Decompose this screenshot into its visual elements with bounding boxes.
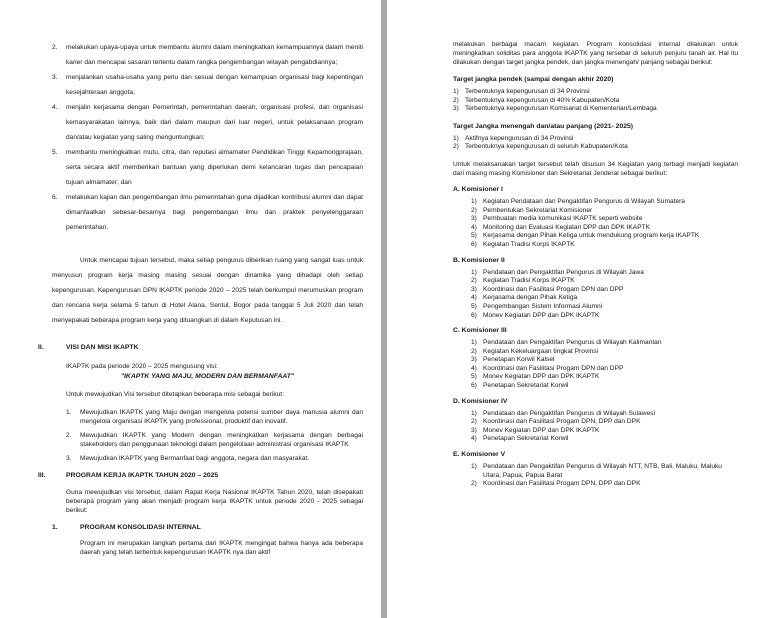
list-number: 3) (471, 285, 477, 293)
list-number: 6) (471, 311, 477, 319)
list-number: 2. (66, 432, 72, 439)
list-number: 5) (471, 373, 477, 381)
list-number: 2) (471, 277, 477, 285)
commissioner-activity-list (453, 269, 738, 321)
mission-intro: Untuk mewujudkan Visi tersebut ditetapkan beberapa misi sebagai berikut: (66, 391, 284, 398)
list-text: Penetapan Sekretariat Korwil (483, 382, 569, 390)
list-number: 5. (52, 149, 58, 156)
list-item (453, 241, 738, 250)
mission-list (52, 408, 363, 463)
list-item (453, 143, 738, 152)
list-text: membantu meningkatkan mutu, citra, dan reputasi almamater Pendidikan Tinggi Kepamongprajaan, serta secara aktif memberikan bantuan yang diperlukan demi kelancaran tugas dan pencapaian tujuan almamater; dan (66, 149, 363, 186)
list-text: Kerjasama dengan Pihak Ketiga untuk mendukung program kerja IKAPTK (483, 232, 700, 240)
list-text: Terbentuknya kepengurusan di 40% Kabupaten/Kota (465, 96, 620, 104)
short-term-target-title: Target jangka pendek (sampai dengan akhir 2020) (453, 76, 614, 83)
list-text: Koordinasi dan Fasilitasi Progam DPN dan DPP (483, 285, 624, 293)
list-text: Mewujudkan IKAPTK yang Maju dengan mengelola potensi sumber daya manusia alumni dan mengelola organisasi IKAPTK yang professional, produktif dan inovatif. (80, 409, 363, 425)
list-text: Monev Kegiatan DPP dan DPK IKAPTK (483, 373, 600, 381)
program-intro: Guna mewujudkan visi tersebut, dalam Rapat Kerja Nasional IKAPTK Tahun 2020, telah disepakati beberapa program yang akan menjadi program kerja IKAPTK untuk periode 2020 - 2025 sebagai berikut: (66, 489, 363, 514)
list-item (453, 97, 738, 106)
list-number: 2) (453, 96, 459, 104)
list-number: 1) (471, 339, 477, 347)
objectives-list (52, 40, 363, 235)
list-text: Monev Kegiatan DPP dan DPK IKAPTK (483, 426, 600, 434)
list-item (453, 382, 738, 391)
list-number: 2) (453, 143, 459, 151)
list-number: 4) (471, 294, 477, 302)
list-item (52, 40, 363, 70)
list-item (453, 373, 738, 382)
list-number: 3) (471, 426, 477, 434)
list-text: Kegiatan Tradisi Korps IKAPTK (483, 277, 575, 285)
list-text: Terbentuknya kepengurusan Komisariat di Kementerian/Lembaga (465, 105, 657, 113)
list-item (52, 70, 363, 100)
list-item (66, 431, 363, 449)
list-text: Penetapan Sekretariat Korwil (483, 435, 569, 443)
list-number: 4) (471, 364, 477, 372)
long-term-target-list (453, 135, 738, 152)
list-text: Kerjasama dengan Pihak Ketiga (483, 294, 578, 302)
list-number: 6. (52, 194, 58, 201)
commissioner-title: C. Komisioner III (453, 327, 507, 335)
continuation-paragraph: melakukan berbagai macam kegiatan. Program konsolidasi internal dilakukan untuk meningkatkan soliditas para anggota IKAPTK yang tersebar di seluruh penjuru tanah air. Hal itu dilakukan dengan target jangka pendek, dan jangka menengah/ panjang sebagai berikut: (453, 41, 738, 66)
list-item (453, 215, 738, 224)
list-item (453, 365, 738, 374)
section-title: VISI DAN MISI IKAPTK (66, 344, 139, 351)
list-item (453, 356, 738, 365)
commissioner-title: E. Komisioner V (453, 451, 506, 459)
list-item (453, 105, 738, 114)
list-number: 3. (52, 74, 58, 81)
section-heading (38, 344, 363, 351)
list-text: Koordinasi dan Fasilitasi Progam DPN, DPP dan DPK (483, 480, 641, 488)
section-title: PROGRAM KERJA IKAPTK TAHUN 2020 – 2025 (66, 472, 219, 479)
subsection-number: 1. (52, 524, 58, 531)
list-number: 2) (471, 418, 477, 426)
body-paragraph: Untuk mencapai tujuan tersebut, maka setiap pengurus diberikan ruang yang sangat luas untuk menyusun program kerja masing masing sesuai dengan dinamika yang dihadapi oleh setiap kepengurusan. Kepengurusan DPN IKAPTK periode 2020 – 2025 telah berkumpul merumuskan program dan rencana kerja selama 5 tahun di Hotel Alana, Sentul, Bogor pada tanggal 5 Juli 2020 dan telah menyepakati beberapa program kerja yang dituangkan di dalam Keputusan ini. (52, 257, 363, 324)
list-number: 2) (471, 480, 477, 488)
list-text: Koordinasi dan Fasilitasi Progam DPN dan DPP (483, 364, 624, 372)
list-item (453, 463, 738, 480)
program-description: Program ini merupakan langkah pertama dari IKAPTK mengingat bahwa hanya ada beberapa daerah yang telah terbentuk kepengurusan IKAPTK nya dan aktif (80, 540, 363, 556)
list-text: Monev Kegiatan DPP dan DPK IKAPTK (483, 311, 600, 319)
list-text: Terbentuknya kepengurusan di 34 Provinsi (465, 88, 590, 95)
list-text: menjalin kerjasama dengan Pemerintah, pemerintahan daerah, organisasi profesi, dan organisasi kemasyarakatan lainnya, baik dari dalam maupun dari luar negeri, untuk pelaksanaan program dan/atau kegiatan yang saling menguntungkan; (66, 104, 363, 141)
list-number: 4) (471, 435, 477, 443)
list-text: menjalankan usaha-usaha yang perlu dan sesuai dengan kemampuan organisasi bagi kepentingan kesejahteraan anggota; (66, 74, 363, 96)
list-item (453, 418, 738, 427)
list-number: 1) (453, 134, 459, 142)
commissioner-activity-list (453, 198, 738, 250)
list-text: Aktifnya kepengurusan di 34 Provinsi (465, 134, 574, 142)
list-item (453, 232, 738, 241)
commissioner-activity-list (453, 410, 738, 444)
list-number: 3) (453, 105, 459, 113)
list-text: Pendataan dan Pengaktifan Pengurus di Wilayah NTT, NTB, Bali, Maluku, Maluku Utara, Papua, Papua Barat (483, 463, 722, 479)
long-term-target-title: Target Jangka menengah dan/atau panjang (2021- 2025) (453, 122, 634, 130)
list-number: 4) (471, 223, 477, 231)
commissioner-title: D. Komisioner IV (453, 397, 508, 405)
list-text: Kegiatan Pendataan dan Pengaktifan Pengurus di Wilayah Sumatera (483, 197, 685, 205)
short-term-target-list (453, 88, 738, 114)
list-item (52, 100, 363, 145)
list-text: Pengembangan Sistem Informasi Alumni (483, 302, 603, 310)
list-item (453, 286, 738, 295)
section-number: II. (38, 344, 44, 351)
list-number: 6) (471, 240, 477, 248)
subsection-title: PROGRAM KONSOLIDASI INTERNAL (80, 524, 201, 531)
list-item (453, 198, 738, 207)
list-item (453, 303, 738, 312)
list-number: 3. (66, 455, 72, 462)
list-item (453, 348, 738, 357)
section-number: III. (38, 472, 46, 479)
list-number: 3) (471, 356, 477, 364)
document-page-right (387, 0, 768, 618)
list-text: Penetapan Korwil Kalsel (483, 356, 555, 364)
list-text: Mewujudkan IKAPTK yang Modern dengan meningkatkan kerjasama dengan berbagai stakeholders dan penggunaan teknologi dalam pengelolaan administrasi organisasi IKAPTK (80, 432, 363, 448)
list-item (453, 277, 738, 286)
list-text: Pendataan dan Pengaktifan Pengurus di Wilayah Kalimantan (483, 339, 662, 347)
list-item (453, 294, 738, 303)
list-number: 5) (471, 232, 477, 240)
list-item (453, 135, 738, 144)
list-text: melakukan kajian dan pengembangan ilmu pemerintahan guna dijadikan kontribusi alumni dan dapat dimanfaatkan sebesar-besarnya bagi pengembangan ilmu dan praktek penyelenggaraan pemerintahan. (66, 194, 363, 231)
list-text: Monitoring dan Evaluasi Kegiatan DPP dan DPK IKAPTK (483, 223, 651, 231)
list-text: Pembuatan media komunikasi IKAPTK seperti website (483, 215, 643, 223)
list-item (66, 454, 363, 463)
commissioner-title: A. Komisioner I (453, 185, 503, 193)
list-item (52, 190, 363, 235)
list-text: Terbentuknya kepengurusan di seluruh Kabupaten/Kota (465, 143, 628, 151)
list-number: 5) (471, 302, 477, 310)
list-number: 6) (471, 382, 477, 390)
list-item (453, 427, 738, 436)
list-text: Pendataan dan Pengaktifan Pengurus di Wilayah Sulawesi (483, 409, 655, 417)
commissioner-activity-list (453, 339, 738, 391)
list-number: 1) (471, 409, 477, 417)
list-text: Kegiatan Tradisi Korps IKAPTK (483, 240, 575, 248)
list-number: 1) (471, 268, 477, 276)
section-heading (38, 472, 363, 479)
list-number: 1) (471, 463, 477, 471)
list-item (453, 224, 738, 233)
list-item (453, 480, 738, 489)
vision-statement: "IKAPTK YANG MAJU, MODERN DAN BERMANFAAT" (120, 373, 295, 380)
list-item (453, 410, 738, 419)
list-item (52, 145, 363, 190)
activities-intro: Untuk melaksanakan target tersebut telah disusun 34 Kegiatan yang terbagi menjadi kegiatan dari masing masing Komisioner dan Sekretariat Jenderal sebagai berikut: (453, 160, 738, 177)
list-number: 1) (471, 197, 477, 205)
list-text: Pendataan dan Pengaktifan Pengurus di Wilayah Jawa (483, 268, 644, 276)
commissioner-title: B. Komisioner II (453, 256, 505, 264)
document-page-left (0, 0, 381, 618)
list-text: melakukan upaya-upaya untuk membantu alumni dalam meningkatkan kemampuannya dalam meniti karier dan mencapai sasaran tertentu dalam rangka pengembangan wilayah pengabdiannya; (66, 44, 363, 66)
list-number: 2) (471, 206, 477, 214)
vision-intro: IKAPTK pada periode 2020 – 2025 mengusung visi: (66, 363, 218, 370)
list-text: Pembentukan Sekretariat Komisioner (483, 206, 593, 214)
list-text: Mewujudkan IKAPTK yang Bermanfaat bagi anggota, negara dan masyarakat. (80, 455, 310, 462)
list-number: 2. (52, 44, 58, 51)
list-item (453, 435, 738, 444)
list-item (66, 408, 363, 426)
list-item (453, 207, 738, 216)
commissioner-activity-list (453, 463, 738, 489)
list-text: Koordinasi dan Fasilitasi Progam DPN, DPP dan DPK (483, 418, 641, 426)
list-item (453, 312, 738, 321)
list-text: Kegiatan Kekeluargaan tingkat Provinsi (483, 347, 599, 355)
list-item (453, 88, 738, 97)
list-number: 3) (471, 215, 477, 223)
list-item (453, 269, 738, 278)
list-number: 2) (471, 347, 477, 355)
list-number: 1) (453, 88, 459, 95)
list-number: 4. (52, 104, 58, 111)
list-number: 1. (66, 409, 72, 416)
subsection-heading (52, 524, 363, 531)
list-item (453, 339, 738, 348)
